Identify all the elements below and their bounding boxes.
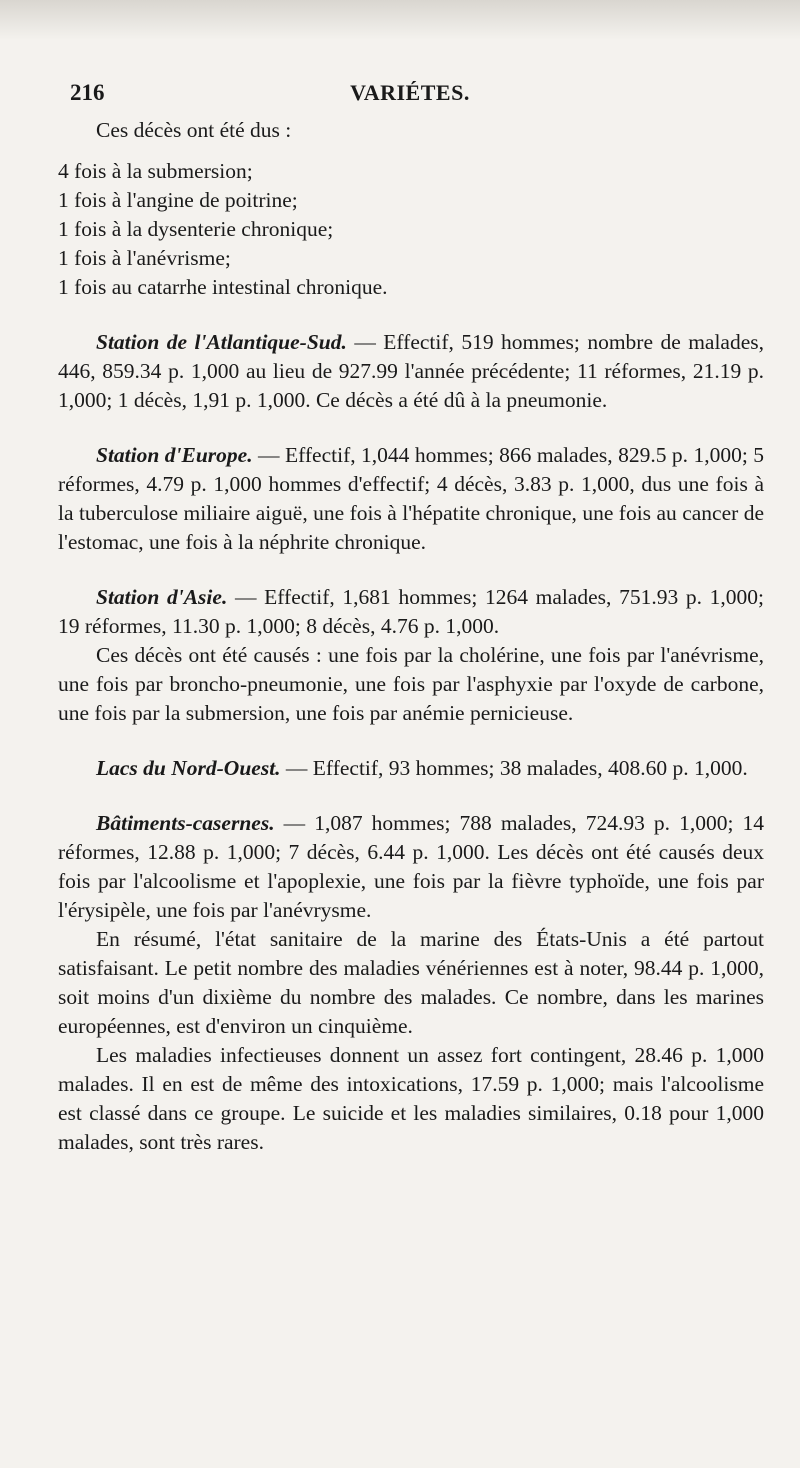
- paragraph-batiments: [58, 809, 764, 925]
- station-label: Station d'Asie.: [96, 585, 228, 609]
- paragraph-asie: [58, 583, 764, 641]
- list-item: 4 fois à la submersion;: [58, 159, 253, 183]
- paragraph-asie-continuation: Ces décès ont été causés : une fois par la cholérine, une fois par l'anévrisme, une fois par broncho-pneumonie, une fois par l'asphyxie par l'oxyde de carbone, une fois par la submersion, une fois par anémie pernicieuse.: [58, 643, 764, 725]
- paragraph-text: — Effectif, 93 hommes; 38 malades, 408.60 p. 1,000.: [280, 756, 748, 780]
- page-number: 216: [70, 80, 105, 105]
- station-label: Station de l'Atlantique-Sud.: [96, 330, 347, 354]
- paragraph-text: — Effectif, 519 hommes; nombre de malades, 446, 859.34 p. 1,000 au lieu de 927.99 l'année précédente; 11 réformes, 21.19 p. 1,000; 1 décès, 1,91 p. 1,000. Ce décès a été dû à la pneumonie.: [58, 330, 765, 412]
- paragraph-europe: [58, 441, 764, 557]
- running-head: VARIÉTES.: [350, 80, 470, 105]
- paragraph-text: — Effectif, 1,681 hommes; 1264 malades, 751.93 p. 1,000; 19 réformes, 11.30 p. 1,000; 8 décès, 4.76 p. 1,000.: [58, 585, 764, 638]
- list-item: 1 fois à l'anévrisme;: [58, 246, 231, 270]
- paragraph-text: — Effectif, 1,044 hommes; 866 malades, 829.5 p. 1,000; 5 réformes, 4.79 p. 1,000 hommes d'effectif; 4 décès, 3.83 p. 1,000, dus une fois à la tuberculose miliaire aiguë, une fois à l'hépatite chronique, une fois au cancer de l'estomac, une fois à la néphrite chronique.: [58, 443, 764, 554]
- paragraph-text: — 1,087 hommes; 788 malades, 724.93 p. 1,000; 14 réformes, 12.88 p. 1,000; 7 décès, 6.44 p. 1,000. Les décès ont été causés deux fois par l'alcoolisme et l'apoplexie, une fois par la fièvre typhoïde, une fois par l'érysipèle, une fois par l'anévrysme.: [58, 811, 764, 922]
- list-item: 1 fois au catarrhe intestinal chronique.: [58, 275, 388, 299]
- station-label: Bâtiments-casernes.: [96, 811, 275, 835]
- causes-list: [58, 157, 764, 302]
- list-item: 1 fois à la dysenterie chronique;: [58, 217, 334, 241]
- summary-paragraph: En résumé, l'état sanitaire de la marine des États-Unis a été partout satisfaisant. Le petit nombre des maladies vénériennes est à noter, 98.44 p. 1,000, soit moins d'un dixième du nombre des malades. Ce nombre, dans les marines européennes, est d'environ un cinquième.: [58, 927, 764, 1038]
- station-label: Lacs du Nord-Ouest.: [96, 756, 281, 780]
- paragraph-lacs: [58, 754, 764, 783]
- scan-shadow: [0, 0, 800, 40]
- list-item: 1 fois à l'angine de poitrine;: [58, 188, 298, 212]
- page-body: [58, 116, 764, 1157]
- station-label: Station d'Europe.: [96, 443, 253, 467]
- page-header: [60, 80, 760, 114]
- paragraph-atlantique: [58, 328, 764, 415]
- summary-paragraph: Les maladies infectieuses donnent un assez fort contingent, 28.46 p. 1,000 malades. Il en est de même des intoxications, 17.59 p. 1,000; mais l'alcoolisme est classé dans ce groupe. Le suicide et les maladies similaires, 0.18 pour 1,000 malades, sont très rares.: [58, 1043, 764, 1154]
- intro-text: Ces décès ont été dus :: [96, 118, 292, 142]
